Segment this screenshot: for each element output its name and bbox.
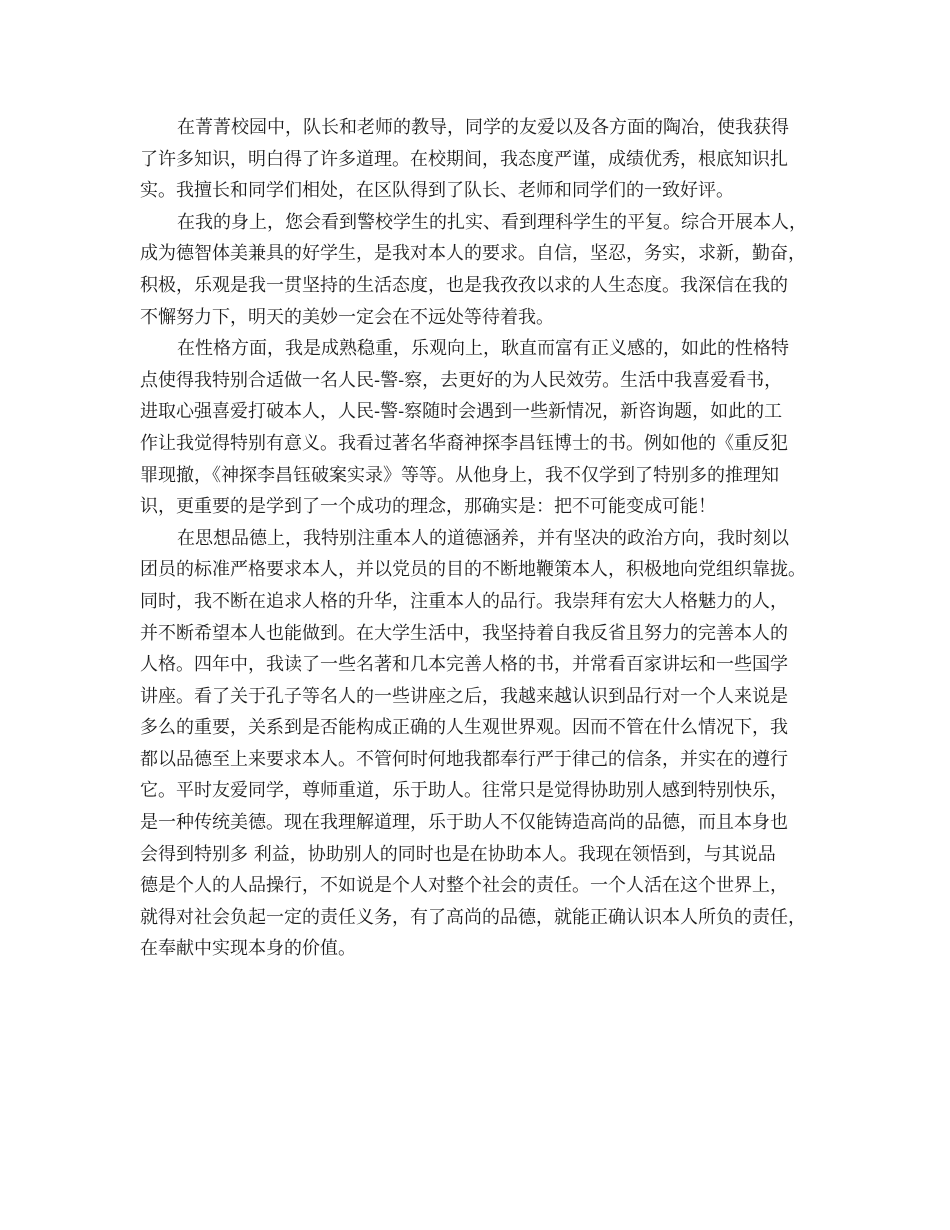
text-line: 并不断希望本人也能做到。在大学生活中，我坚持着自我反省且努力的完善本人的 [140,622,788,644]
text-line: 讲座。看了关于孔子等名人的一些讲座之后，我越来越认识到品行对一个人来说是 [140,685,788,707]
text-line: 都以品德至上来要求本人。不管何时何地我都奉行严于律己的信条，并实在的遵行 [140,748,788,770]
text-line: 进取心强喜爱打破本人，人民-警-察随时会遇到一些新情况，新咨询题，如此的工 [140,401,783,423]
text-line: 团员的标准严格要求本人，并以党员的目的不断地鞭策本人，积极地向党组织靠拢。 [140,559,806,581]
text-line: 在奉献中实现本身的价值。 [140,938,356,960]
text-line: 在菁菁校园中，队长和老师的教导，同学的友爱以及各方面的陶冶，使我获得 [177,117,789,138]
text-line: 在思想品德上，我特别注重本人的道德涵养，并有坚决的政治方向，我时刻以 [177,527,789,549]
text-line: 同时，我不断在追求人格的升华，注重本人的品行。我崇拜有宏大人格魅力的人， [140,590,788,612]
text-line: 在我的身上，您会看到警校学生的扎实、看到理科学生的平复。综合开展本人， [177,211,807,233]
text-line: 不懈努力下，明天的美妙一定会在不远处等待着我。 [140,306,554,328]
text-line: 它。平时友爱同学，尊师重道，乐于助人。往常只是觉得协助别人感到特别快乐， [140,780,788,802]
text-line: 识，更重要的是学到了一个成功的理念，那确实是：把不可能变成可能！ [140,496,716,518]
text-line: 会得到特别多 利益，协助别人的同时也是在协助本人。我现在领悟到，与其说品 [140,843,776,865]
document-body [140,112,830,965]
text-line: 成为德智体美兼具的好学生，是我对本人的要求。自信，坚忍，务实，求新，勤奋， [140,243,806,265]
text-line: 人格。四年中，我读了一些名著和几本完善人格的书，并常看百家讲坛和一些国学 [140,654,788,676]
text-line: 在性格方面，我是成熟稳重，乐观向上，耿直而富有正义感的，如此的性格特 [177,338,789,360]
text-line: 点使得我特别合适做一名人民-警-察，去更好的为人民效劳。生活中我喜爱看书， [140,369,783,391]
text-line: 了许多知识，明白得了许多道理。在校期间，我态度严谨，成绩优秀，根底知识扎 [140,148,788,170]
text-line: 是一种传统美德。现在我理解道理，乐于助人不仅能铸造高尚的品德，而且本身也 [140,812,788,834]
text-line: 罪现撤，《神探李昌钰破案实录》等等。从他身上，我不仅学到了特别多的推理知 [140,464,779,486]
text-line: 多么的重要，关系到是否能构成正确的人生观世界观。因而不管在什么情况下，我 [140,717,788,739]
text-line: 实。我擅长和同学们相处，在区队得到了队长、老师和同学们的一致好评。 [140,180,734,202]
text-line: 德是个人的人品操行，不如说是个人对整个社会的责任。一个人活在这个世界上， [140,875,788,897]
text-line: 就得对社会负起一定的责任义务，有了高尚的品德，就能正确认识本人所负的责任， [140,906,806,928]
text-line: 作让我觉得特别有意义。我看过著名华裔神探李昌钰博士的书。例如他的《重反犯 [140,432,788,454]
text-line: 积极，乐观是我一贯坚持的生活态度，也是我孜孜以求的人生态度。我深信在我的 [140,274,788,296]
